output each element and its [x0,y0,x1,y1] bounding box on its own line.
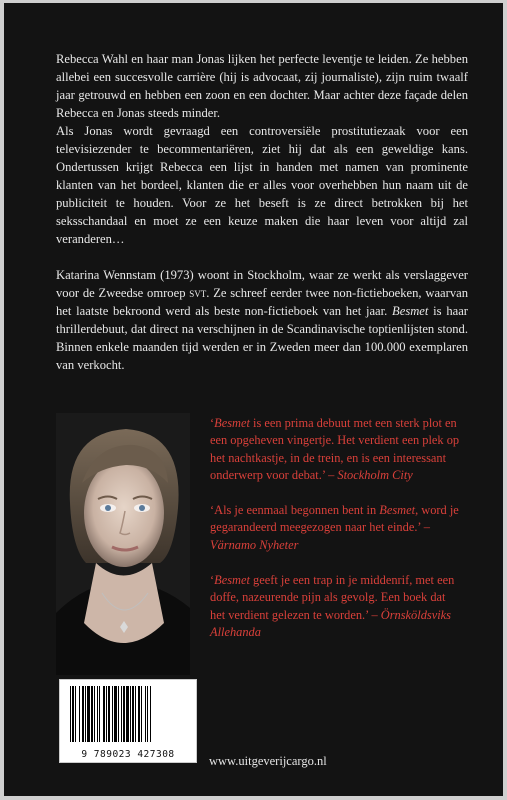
quote-book-title: Besmet [214,573,250,588]
publisher-url[interactable]: www.uitgeverijcargo.nl [209,754,327,768]
review-quote [210,502,460,554]
author-bio-title: Besmet [392,304,429,318]
review-quote [210,572,460,641]
author-bio [56,266,468,374]
quote-text: geeft je een trap in je middenrif, met een doffe, nazeurende pijn als gevolg. Een boek dat het verdient gelezen te worden.’ – [210,573,455,622]
isbn-number: 9 789023 427308 [81,749,175,760]
blurb-paragraph-1: Rebecca Wahl en haar man Jonas lijken het perfecte leventje te leiden. Ze hebben allebei een succesvolle carrière (hij is advocaat, zij journaliste), zijn ruim twaalf jaar getrouwd en hebben een zoon en een dochter. Maar achter deze façade delen Rebecca en Jonas steeds minder. [56,52,468,120]
author-bio-org: svt [189,286,207,300]
author-portrait-image [56,413,190,675]
quote-source: Örnsköldsviks Allehanda [210,607,451,639]
book-blurb [56,50,468,374]
book-back-cover [4,3,503,796]
author-bio-part-2: . Ze schreef eerder twee non-fictieboeken, waarvan het laatste bekroond werd als beste non-fictieboek van het jaar. [56,286,468,318]
review-quote [210,415,460,484]
quote-book-title: Besmet [379,503,416,518]
quote-source: Stockholm City [337,467,413,482]
quote-open: ‘ [210,416,215,430]
quote-text: , word je gegarandeerd meegezogen naar het einde.’ – [210,503,459,535]
quote-book-title: Besmet [214,416,250,430]
isbn-barcode [59,679,197,763]
quote-source: Värnamo Nyheter [210,537,299,552]
author-bio-part-1: Katarina Wennstam (1973) woont in Stockholm, waar ze werkt als verslaggever voor de Zweedse omroep [56,268,468,300]
quote-text: is een prima debuut met een sterk plot en een opgeheven vingertje. Het verdient een plek op het nachtkastje, in de trein, en is een interessant onderwerp voor debat.’ – [210,416,460,482]
barcode-icon [60,680,196,748]
quote-open: ‘ [210,573,215,588]
author-photo [56,413,190,675]
review-quotes [210,415,460,659]
quote-open: ‘Als je eenmaal begonnen bent in [210,503,380,518]
author-bio-part-3: is haar thrillerdebuut, dat direct na verschijnen in de Scandinavische toptienlijsten stond. Binnen enkele maanden tijd werden er in Zweden meer dan 100.000 exemplaren van verkocht. [56,304,468,372]
blurb-paragraph-2: Als Jonas wordt gevraagd een controversiële prostitutiezaak voor een televisiezender te becommentariëren, ziet hij dat als een geweldige kans. Ondertussen krijgt Rebecca een lijst in handen met namen van prominente klanten van het bordeel, klanten die er alles voor overhebben hun naam uit de publiciteit te houden. Voor ze het beseft is ze direct betrokken bij het seksschandaal en moet ze een keuze maken die haar leven voor altijd zal veranderen… [56,124,468,246]
